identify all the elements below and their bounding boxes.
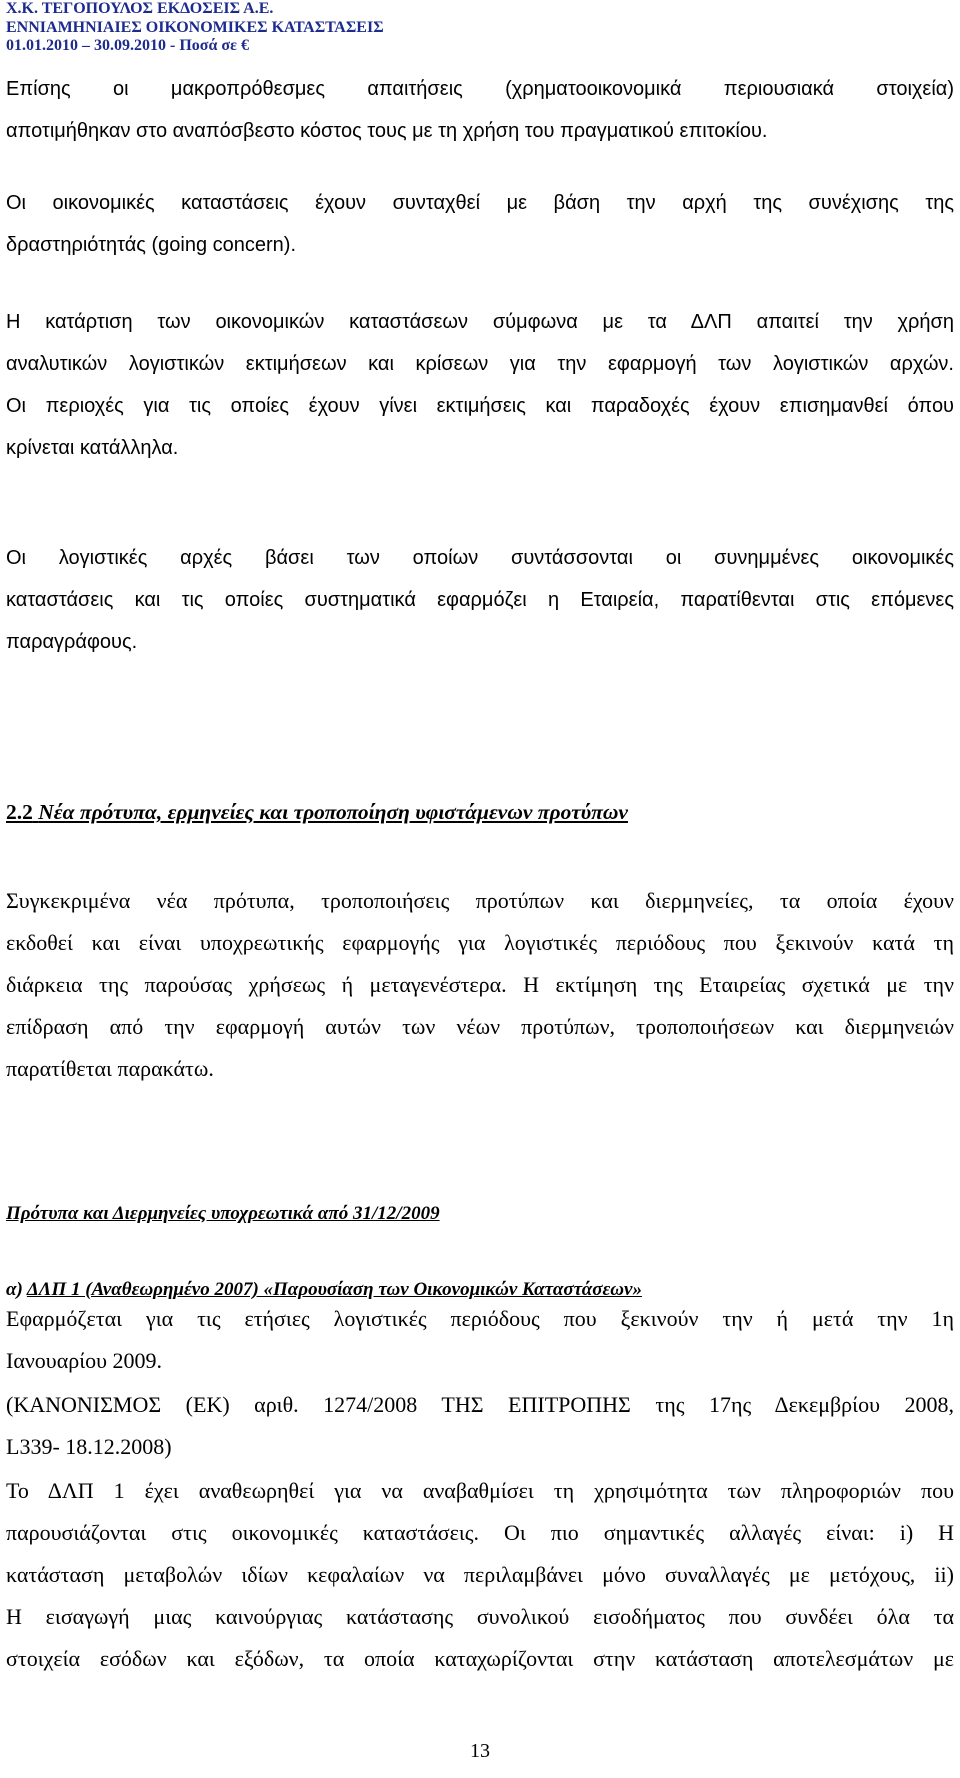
section-heading xyxy=(6,800,628,825)
text-line: κατάσταση μεταβολών ιδίων κεφαλαίων να περιλαμβάνει μόνο συναλλαγές με μετόχους, ii) xyxy=(6,1562,954,1587)
document-header xyxy=(6,0,384,56)
paragraph-estimates xyxy=(6,301,954,469)
text-line: Η κατάρτιση των οικονομικών καταστάσεων σύμφωνα με τα ΔΛΠ απαιτεί την χρήση xyxy=(6,311,954,333)
text-line: Οι λογιστικές αρχές βάσει των οποίων συντάσσονται οι συνημμένες οικονομικές xyxy=(6,547,954,569)
header-company: Χ.Κ. ΤΕΓΟΠΟΥΛΟΣ ΕΚΔΟΣΕΙΣ Α.Ε. xyxy=(6,0,274,17)
text-line: παραγράφους. xyxy=(6,631,138,653)
section-number: 2.2 xyxy=(6,800,33,824)
text-line: στοιχεία εσόδων και εξόδων, τα οποία καταχωρίζονται στην κατάσταση αποτελεσμάτων με xyxy=(6,1646,954,1671)
header-report-title: ΕΝΝΙΑΜΗΝΙΑΙΕΣ ΟΙΚΟΝΟΜΙΚΕΣ ΚΑΤΑΣΤΑΣΕΙΣ xyxy=(6,18,384,36)
text-line: Εφαρμόζεται για τις ετήσιες λογιστικές περιόδους που ξεκινούν την ή μετά την 1η xyxy=(6,1306,954,1331)
text-line: Επίσης οι μακροπρόθεσμες απαιτήσεις (χρηματοοικονομικά περιουσιακά στοιχεία) xyxy=(6,78,954,100)
text-line: καταστάσεις και τις οποίες συστηματικά εφαρμόζει η Εταιρεία, παρατίθενται στις επόμενες xyxy=(6,589,954,611)
paragraph-effective-date xyxy=(6,1298,954,1382)
text-line: Οι περιοχές για τις οποίες έχουν γίνει εκτιμήσεις και παραδοχές έχουν επισημανθεί όπου xyxy=(6,395,954,417)
text-line: Το ΔΛΠ 1 έχει αναθεωρηθεί για να αναβαθμίσει τη χρησιμότητα των πληροφοριών που xyxy=(6,1478,954,1503)
section-title: Νέα πρότυπα, ερμηνείες και τροποποίηση υφιστάμενων προτύπων xyxy=(38,800,628,824)
paragraph-long-term-receivables xyxy=(6,68,954,152)
text-line: δραστηριότητάς (going concern). xyxy=(6,234,297,256)
text-line: κρίνεται κατάλληλα. xyxy=(6,437,179,459)
item-a-prefix: α) xyxy=(6,1279,23,1300)
text-line: L339- 18.12.2008) xyxy=(6,1434,172,1459)
paragraph-regulation xyxy=(6,1384,954,1468)
subheading-mandatory-standards: Πρότυπα και Διερμηνείες υποχρεωτικά από 31/12/2009 xyxy=(6,1203,440,1224)
text-line: αποτιμήθηκαν στο αναπόσβεστο κόστος τους με τη χρήση του πραγματικού επιτοκίου. xyxy=(6,120,768,142)
page-number: 13 xyxy=(470,1740,490,1762)
paragraph-accounting-principles xyxy=(6,537,954,663)
text-line: παρατίθεται παρακάτω. xyxy=(6,1056,214,1081)
text-line: Οι οικονομικές καταστάσεις έχουν συνταχθεί με βάση την αρχή της συνέχισης της xyxy=(6,192,954,214)
text-line: επίδραση από την εφαρμογή αυτών των νέων προτύπων, τροποποιήσεων και διερμηνειών xyxy=(6,1014,954,1039)
text-line: Η εισαγωγή μιας καινούργιας κατάστασης συνολικού εισοδήματος που συνδέει όλα τα xyxy=(6,1604,954,1629)
text-line: αναλυτικών λογιστικών εκτιμήσεων και κρίσεων για την εφαρμογή των λογιστικών αρχών. xyxy=(6,353,954,375)
text-line: εκδοθεί και είναι υποχρεωτικής εφαρμογής για λογιστικές περιόδους που ξεκινούν κατά τη xyxy=(6,930,954,955)
text-line: διάρκεια της παρούσας χρήσεως ή μεταγενέστερα. Η εκτίμηση της Εταιρείας σχετικά με την xyxy=(6,972,954,997)
paragraph-new-standards xyxy=(6,880,954,1090)
paragraph-going-concern xyxy=(6,182,954,266)
header-period: 01.01.2010 – 30.09.2010 - Ποσά σε € xyxy=(6,37,249,54)
text-line: Συγκεκριμένα νέα πρότυπα, τροποποιήσεις προτύπων και διερμηνείες, τα οποία έχουν xyxy=(6,888,954,913)
text-line: (ΚΑΝΟΝΙΣΜΟΣ (ΕΚ) αριθ. 1274/2008 ΤΗΣ ΕΠΙΤΡΟΠΗΣ της 17ης Δεκεμβρίου 2008, xyxy=(6,1392,954,1417)
paragraph-ias1-revision xyxy=(6,1470,954,1680)
item-a-title: ΔΛΠ 1 (Αναθεωρημένο 2007) «Παρουσίαση των Οικονομικών Καταστάσεων» xyxy=(26,1279,642,1300)
text-line: Ιανουαρίου 2009. xyxy=(6,1348,163,1373)
text-line: παρουσιάζονται στις οικονομικές καταστάσεις. Οι πιο σημαντικές αλλαγές είναι: i) Η xyxy=(6,1520,954,1545)
